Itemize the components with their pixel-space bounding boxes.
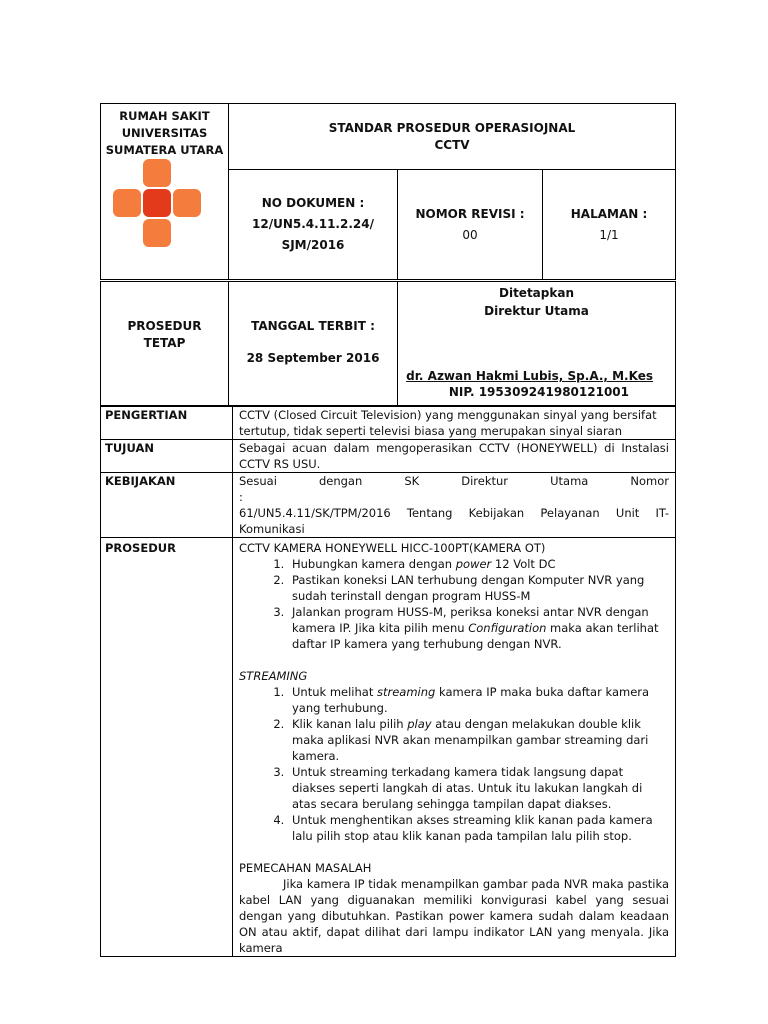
problem-text: Jika kamera IP tidak menampilkan gambar pada NVR maka pastika kabel LAN yang diguanakan memiliki konvigurasi kabel yang sesuai dengan yang dibutuhkan. Pastikan power kamera sudah dalam keadaan ON atau aktif, dapat dilihat dari lampu indikator LAN yang menyala. Jika kamera xyxy=(239,877,669,955)
doc-number-cell: NO DOKUMEN : 12/UN5.4.11.2.24/ SJM/2016 xyxy=(229,170,398,280)
page-cell: HALAMAN : 1/1 xyxy=(543,170,676,280)
approval-cell: Ditetapkan Direktur Utama dr. Azwan Hakmi Lubis, Sp.A., M.Kes NIP. 195309241980121001 xyxy=(398,282,676,406)
procedure-heading: CCTV KAMERA HONEYWELL HICC-100PT(KAMERA OT) xyxy=(239,541,546,555)
doc-subtitle: CCTV xyxy=(434,137,470,152)
list-item: 3. Untuk streaming terkadang kamera tidak langsung dapat diakses seperti langkah di atas. Untuk itu lakukan langkah di atas secara berulang sehingga tampilan dapat diakses. xyxy=(288,764,669,812)
approval-table xyxy=(100,281,676,406)
row-value: Sesuai dengan SK Direktur Utama Nomor : 61/UN5.4.11/SK/TPM/2016 Tentang Kebijakan Pelayanan Unit IT- Komunikasi xyxy=(233,473,676,538)
list-item: 4. Untuk menghentikan akses streaming klik kanan pada kamera lalu pilih stop atau klik kanan pada tampilan lalu pilih stop. xyxy=(288,812,669,844)
row-value xyxy=(233,538,676,957)
hospital-logo xyxy=(101,159,228,259)
row-value: CCTV (Closed Circuit Television) yang menggunakan sinyal yang bersifat tertutup, tidak seperti televisi biasa yang merupakan sinyal siaran xyxy=(233,407,676,440)
title-cell xyxy=(229,104,676,170)
content-table xyxy=(100,406,676,957)
row-label: PROSEDUR xyxy=(101,538,233,957)
header-table xyxy=(100,103,676,280)
row-prosedur xyxy=(101,538,676,957)
hospital-name: RUMAH SAKIT UNIVERSITAS SUMATERA UTARA xyxy=(105,109,224,157)
problem-heading: PEMECAHAN MASALAH xyxy=(239,861,372,875)
list-item: 2. Klik kanan lalu pilih play atau dengan melakukan double klik maka aplikasi NVR akan menampilkan gambar streaming dari kamera. xyxy=(288,716,669,764)
list-item: 2. Pastikan koneksi LAN terhubung dengan Komputer NVR yang sudah terinstall dengan program HUSS-M xyxy=(288,572,669,604)
streaming-steps xyxy=(239,684,669,844)
signer-name: dr. Azwan Hakmi Lubis, Sp.A., M.Kes xyxy=(406,369,653,383)
procedure-type-cell: PROSEDUR TETAP xyxy=(101,282,229,406)
row-pengertian xyxy=(101,407,676,440)
list-item: 1. Untuk melihat streaming kamera IP maka buka daftar kamera yang terhubung. xyxy=(288,684,669,716)
procedure-steps xyxy=(239,556,669,652)
list-item: 3. Jalankan program HUSS-M, periksa koneksi antar NVR dengan kamera IP. Jika kita pilih menu Configuration maka akan terlihat daftar IP kamera yang terhubung dengan NVR. xyxy=(288,604,669,652)
streaming-heading: STREAMING xyxy=(239,669,308,683)
row-label: KEBIJAKAN xyxy=(101,473,233,538)
row-tujuan xyxy=(101,440,676,473)
row-label: PENGERTIAN xyxy=(101,407,233,440)
row-kebijakan xyxy=(101,473,676,538)
revision-cell: NOMOR REVISI : 00 xyxy=(398,170,543,280)
row-value: Sebagai acuan dalam mengoperasikan CCTV (HONEYWELL) di Instalasi CCTV RS USU. xyxy=(233,440,676,473)
doc-title: STANDAR PROSEDUR OPERASIOJNAL xyxy=(328,120,576,135)
row-label: TUJUAN xyxy=(101,440,233,473)
list-item: 1. Hubungkan kamera dengan power 12 Volt DC xyxy=(288,556,669,572)
hospital-cell xyxy=(101,104,229,280)
issue-date-cell: TANGGAL TERBIT : 28 September 2016 xyxy=(229,282,398,406)
signer-nip: NIP. 195309241980121001 xyxy=(448,385,629,399)
